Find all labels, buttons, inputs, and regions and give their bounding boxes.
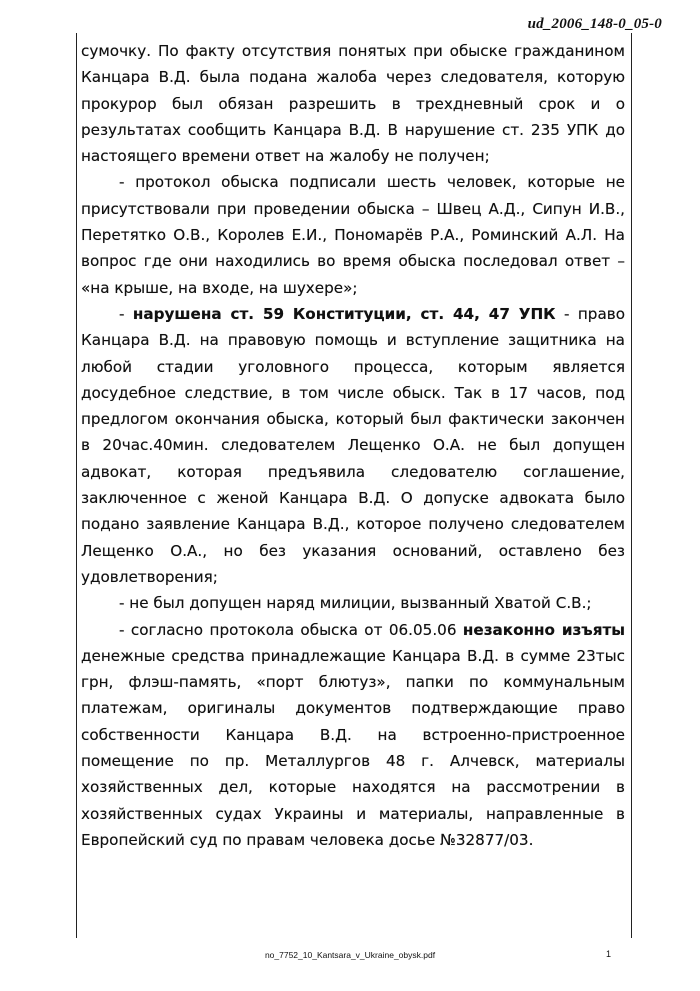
paragraph-2: - протокол обыска подписали шесть человек, которые не присутствовали при проведении обыска – Швец А.Д., Сипун И.В., Перетятко О.В., Королев Е.И., Пономарёв Р.А., Роминский А.Л. На вопрос где они находились во время обыска последовал ответ – «на крыше, на входе, на шухере»; (81, 173, 625, 297)
paragraph-1: сумочку. По факту отсутствия понятых при обыске гражданином Канцара В.Д. была подана жалоба через следователя, которую прокурор был обязан разрешить в трехдневный срок и о результатах сообщить Канцара В.Д. В нарушение ст. 235 УПК до настоящего времени ответ на жалобу не получен; (81, 42, 625, 166)
right-margin-rule (631, 33, 632, 938)
paragraph-3-prefix: - (119, 304, 133, 323)
document-id: ud_2006_148-0_05-0 (527, 16, 662, 32)
paragraph-5-bold: незаконно изъяты (462, 620, 625, 639)
paragraph-3 (81, 301, 625, 590)
paragraph-4: - не был допущен наряд милиции, вызванный Хватой С.В.; (119, 594, 592, 613)
left-margin-rule (76, 33, 77, 938)
paragraph-5-prefix: - согласно протокола обыска от 06.05.06 (119, 620, 463, 639)
footer-filename: no_7752_10_Kantsara_v_Ukraine_obysk.pdf (264, 950, 436, 960)
paragraph-3-bold: нарушена ст. 59 Конституции, ст. 44, 47 УПК (132, 304, 556, 323)
document-body (81, 38, 625, 853)
paragraph-5-rest: денежные средства принадлежащие Канцара В.Д. в сумме 23тыс грн, флэш-память, «порт блютуз», папки по коммунальным платежам, оригиналы документов подтверждающие право собственности Канцара В.Д. на встроенно-пристроенное помещение по пр. Металлургов 48 г. Алчевск, материалы хозяйственных дел, которые находятся на рассмотрении в хозяйственных судах Украины и материалы, направленные в Европейский суд по правам человека досье №32877/03. (81, 646, 625, 849)
paragraph-5 (81, 617, 625, 854)
paragraph-3-rest: - право Канцара В.Д. на правовую помощь и вступление защитника на любой стадии уголовного процесса, которым является досудебное следствие, в том числе обыск. Так в 17 часов, под предлогом окончания обыска, который был фактически закончен в 20час.40мин. следователем Лещенко О.А. не был допущен адвокат, которая предъявила следователю соглашение, заключенное с женой Канцара В.Д. О допуске адвоката было подано заявление Канцара В.Д., которое получено следователем Лещенко О.А., но без указания оснований, оставлено без удовлетворения; (81, 304, 626, 586)
page-number: 1 (606, 949, 612, 959)
